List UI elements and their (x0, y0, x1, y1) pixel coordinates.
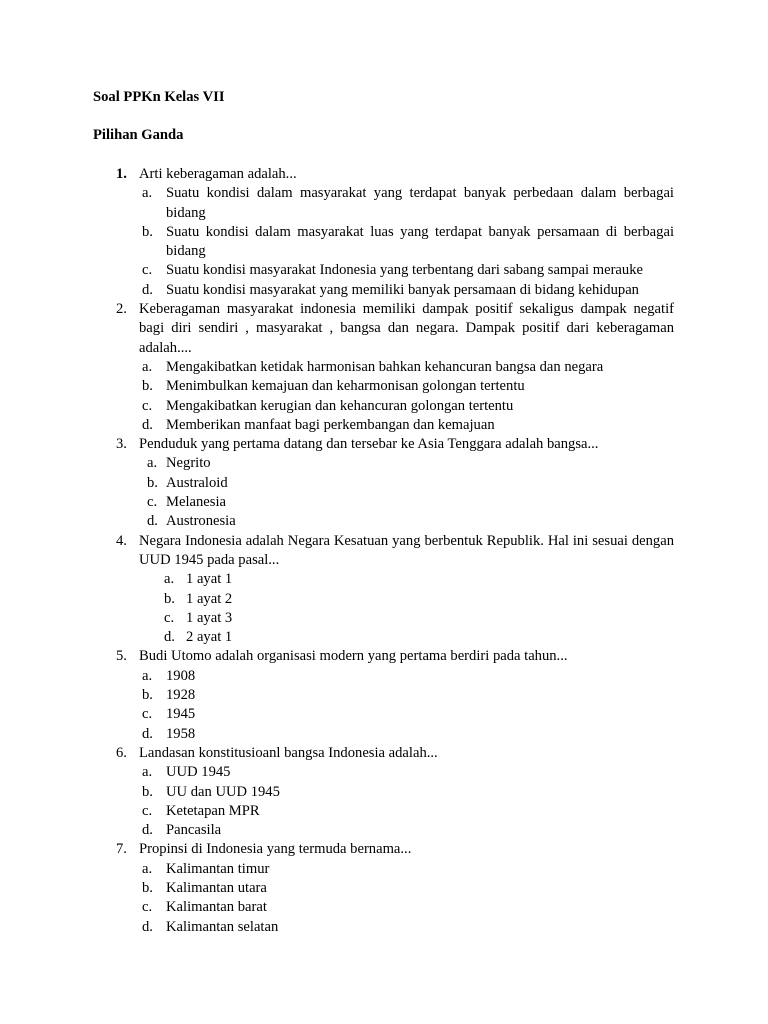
option-letter: a. (164, 571, 175, 588)
question-4 (93, 532, 674, 571)
option-text: Mengakibatkan ketidak harmonisan bahkan kehancuran bangsa dan negara (166, 358, 604, 375)
option-letter: b. (142, 783, 153, 800)
question-text: Landasan konstitusioanl bangsa Indonesia adalah... (139, 744, 438, 761)
question-1 (93, 165, 674, 184)
question-text: Budi Utomo adalah organisasi modern yang pertama berdiri pada tahun... (139, 648, 568, 665)
option-text: Kalimantan timur (166, 860, 270, 877)
option-text: 1958 (166, 725, 196, 742)
option-letter: a. (142, 185, 153, 202)
question-number: 3. (116, 436, 127, 453)
option-letter: d. (142, 281, 153, 298)
option-text: 1928 (166, 687, 196, 704)
option-b (93, 377, 674, 396)
option-a (93, 763, 674, 782)
option-c (93, 609, 674, 628)
option-letter: a. (147, 455, 158, 472)
option-b (93, 879, 674, 898)
option-text: Melanesia (166, 494, 226, 511)
option-d (93, 725, 674, 744)
option-text: Kalimantan selatan (166, 918, 279, 935)
option-text: Kalimantan barat (166, 899, 267, 916)
option-a (93, 570, 674, 589)
option-text: 1908 (166, 667, 196, 684)
option-b (93, 686, 674, 705)
question-4-options (93, 570, 674, 647)
option-letter: c. (142, 262, 153, 279)
question-1-options (93, 184, 674, 300)
question-list (93, 165, 674, 937)
option-text: Ketetapan MPR (166, 802, 260, 819)
option-c (93, 397, 674, 416)
question-text: Negara Indonesia adalah Negara Kesatuan yang berbentuk Republik. Hal ini sesuai dengan UUD 1945 pada pasal... (139, 532, 674, 568)
option-letter: c. (142, 397, 153, 414)
question-number: 2. (116, 301, 127, 318)
question-text: Keberagaman masyarakat indonesia memiliki dampak positif sekaligus dampak negatif bagi diri sendiri , masyarakat , bangsa dan negara. Dampak positif dari keberagaman adalah.... (139, 301, 674, 356)
option-a (93, 184, 674, 223)
option-b (93, 590, 674, 609)
option-letter: d. (142, 416, 153, 433)
option-letter: c. (147, 494, 158, 511)
option-text: 1 ayat 3 (186, 609, 233, 626)
option-text: Suatu kondisi masyarakat Indonesia yang terbentang dari sabang sampai merauke (166, 262, 643, 279)
option-text: Suatu kondisi dalam masyarakat luas yang terdapat banyak persamaan di berbagai bidang (166, 223, 674, 260)
option-letter: d. (147, 513, 158, 530)
question-2-options (93, 358, 674, 435)
option-text: Memberikan manfaat bagi perkembangan dan kemajuan (166, 416, 495, 433)
option-text: Austronesia (166, 513, 236, 530)
option-a (93, 667, 674, 686)
option-c (93, 802, 674, 821)
option-letter: d. (142, 918, 153, 935)
option-text: Kalimantan utara (166, 879, 267, 896)
option-letter: c. (142, 899, 153, 916)
option-d (93, 416, 674, 435)
question-text: Propinsi di Indonesia yang termuda bernama... (139, 841, 412, 858)
option-letter: b. (147, 474, 158, 491)
option-c (93, 261, 674, 280)
option-text: 1 ayat 1 (186, 571, 233, 588)
question-number: 6. (116, 744, 127, 761)
option-c (93, 493, 674, 512)
question-5-options (93, 667, 674, 744)
question-text: Arti keberagaman adalah... (139, 166, 297, 182)
option-d (93, 512, 674, 531)
option-letter: c. (142, 802, 153, 819)
option-text: Menimbulkan kemajuan dan keharmonisan golongan tertentu (166, 378, 525, 395)
option-letter: d. (142, 822, 153, 839)
question-3 (93, 435, 674, 454)
option-text: Suatu kondisi dalam masyarakat yang terdapat banyak perbedaan dalam berbagai bidang (166, 185, 674, 221)
option-d (93, 628, 674, 647)
question-6 (93, 744, 674, 763)
option-letter: d. (142, 725, 153, 742)
option-text: Australoid (166, 474, 228, 491)
question-number: 7. (116, 841, 127, 858)
option-text: Negrito (166, 455, 211, 472)
question-6-options (93, 763, 674, 840)
option-d (93, 281, 674, 300)
option-a (93, 358, 674, 377)
option-letter: a. (142, 860, 153, 877)
option-letter: b. (164, 590, 175, 607)
option-d (93, 918, 674, 937)
option-a (93, 860, 674, 879)
option-letter: d. (164, 629, 175, 646)
option-text: 2 ayat 1 (186, 629, 233, 646)
question-7 (93, 840, 674, 859)
document-title: Soal PPKn Kelas VII (93, 89, 225, 105)
question-3-options (93, 454, 674, 531)
question-2 (93, 300, 674, 358)
option-text: 1 ayat 2 (186, 590, 233, 607)
option-b (93, 223, 674, 262)
question-text: Penduduk yang pertama datang dan tersebar ke Asia Tenggara adalah bangsa... (139, 436, 599, 453)
option-letter: c. (164, 609, 175, 626)
option-letter: a. (142, 358, 153, 375)
question-number: 1. (116, 166, 127, 182)
question-number: 5. (116, 648, 127, 665)
option-text: Mengakibatkan kerugian dan kehancuran golongan tertentu (166, 397, 514, 414)
option-letter: a. (142, 667, 153, 684)
option-c (93, 898, 674, 917)
option-text: Suatu kondisi masyarakat yang memiliki banyak persamaan di bidang kehidupan (166, 281, 639, 298)
option-a (93, 454, 674, 473)
question-5 (93, 647, 674, 666)
option-text: UU dan UUD 1945 (166, 783, 280, 800)
option-text: UUD 1945 (166, 764, 231, 781)
option-text: Pancasila (166, 822, 222, 839)
option-text: 1945 (166, 706, 196, 723)
question-number: 4. (116, 532, 127, 549)
option-letter: b. (142, 879, 153, 896)
option-letter: c. (142, 706, 153, 723)
option-letter: b. (142, 223, 153, 240)
question-7-options (93, 860, 674, 937)
option-c (93, 705, 674, 724)
option-b (93, 474, 674, 493)
option-letter: a. (142, 764, 153, 781)
option-d (93, 821, 674, 840)
option-letter: b. (142, 687, 153, 704)
section-title: Pilihan Ganda (93, 127, 184, 143)
option-b (93, 783, 674, 802)
option-letter: b. (142, 378, 153, 395)
